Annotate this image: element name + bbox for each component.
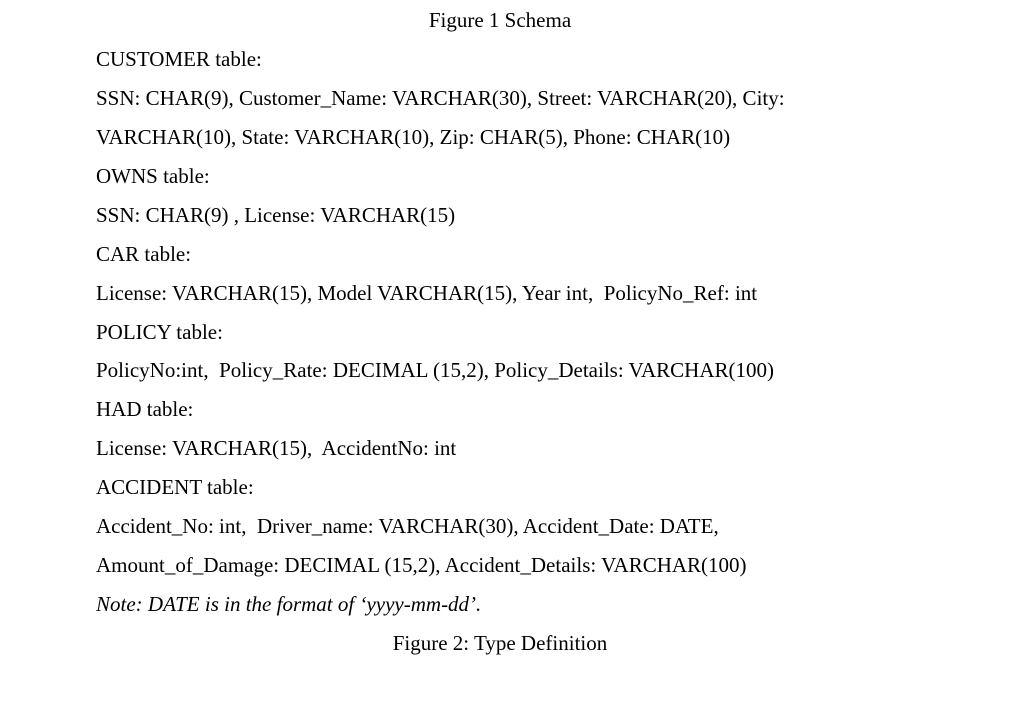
customer-columns-line-1: SSN: CHAR(9), Customer_Name: VARCHAR(30), Street: VARCHAR(20), City:: [96, 86, 785, 110]
had-table-heading: HAD table:: [96, 397, 194, 421]
customer-table-heading: CUSTOMER table:: [96, 47, 262, 71]
figure-2-caption: Figure 2: Type Definition: [392, 631, 608, 655]
accident-table-heading: ACCIDENT table:: [96, 475, 254, 499]
car-table-heading: CAR table:: [96, 242, 192, 266]
policy-table-heading: POLICY table:: [96, 320, 223, 344]
owns-table-heading: OWNS table:: [96, 164, 210, 188]
owns-columns: SSN: CHAR(9) , License: VARCHAR(15): [96, 203, 456, 227]
policy-columns: PolicyNo:int, Policy_Rate: DECIMAL (15,2), Policy_Details: VARCHAR(100): [96, 358, 775, 382]
customer-columns-line-2: VARCHAR(10), State: VARCHAR(10), Zip: CHAR(5), Phone: CHAR(10): [96, 125, 731, 149]
accident-columns-line-2: Amount_of_Damage: DECIMAL (15,2), Accident_Details: VARCHAR(100): [96, 553, 747, 577]
accident-columns-line-1: Accident_No: int, Driver_name: VARCHAR(30), Accident_Date: DATE,: [96, 514, 719, 538]
had-columns: License: VARCHAR(15), AccidentNo: int: [96, 436, 457, 460]
car-columns: License: VARCHAR(15), Model VARCHAR(15), Year int, PolicyNo_Ref: int: [96, 281, 758, 305]
date-format-note: Note: DATE is in the format of ‘yyyy-mm-dd’.: [96, 592, 482, 616]
figure-1-title: Figure 1 Schema: [428, 8, 572, 32]
